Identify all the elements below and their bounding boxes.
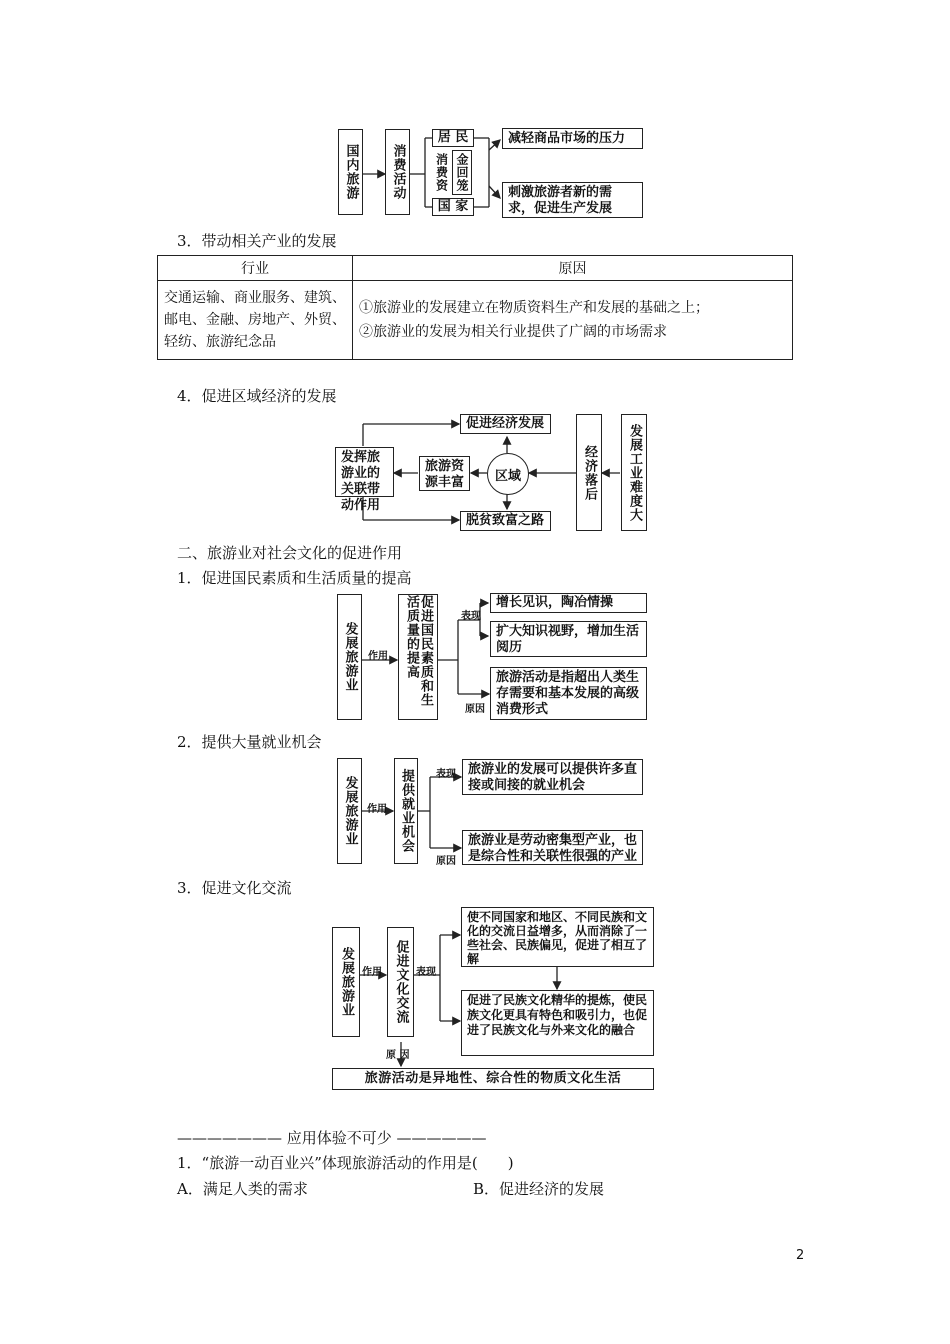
recall-box: 金回笼 — [452, 150, 472, 195]
s23-role-label: 作用 — [362, 967, 382, 978]
region-circle: 区域 — [487, 453, 529, 495]
promote-economy-box: 促进经济发展 — [460, 414, 551, 434]
option-a[interactable]: A．满足人类的需求 — [177, 1180, 308, 1198]
s21-dev-box: 发展旅游业 — [337, 594, 362, 720]
s22-heading: 2．提供大量就业机会 — [177, 733, 322, 751]
s23-target-box: 促进文化交流 — [387, 927, 414, 1037]
industry-difficulty-box: 发展工业难度大 — [621, 414, 647, 531]
section4-heading: 4．促进区域经济的发展 — [177, 387, 337, 405]
s23-show-label: 表现 — [416, 967, 436, 978]
domestic-tourism-box: 国内旅游 — [338, 129, 363, 215]
section3-heading: 3．带动相关产业的发展 — [177, 232, 337, 250]
col-reason: 原因 — [353, 256, 793, 281]
s21-reason-label: 原因 — [465, 704, 485, 715]
s21-item2-box: 扩大知识视野，增加生活阅历 — [490, 621, 647, 657]
option-b[interactable]: B．促进经济的发展 — [473, 1180, 605, 1198]
consumption-box: 消费活动 — [385, 129, 410, 215]
backward-economy-box: 经济落后 — [576, 414, 602, 531]
s21-item3-box: 旅游活动是指超出人类生存需要和基本发展的高级消费形式 — [490, 667, 647, 720]
s23-item2-box: 促进了民族文化精华的提炼，使民族文化更具有特色和吸引力，也促进了民族文化与外来文化的融合 — [461, 990, 654, 1056]
s21-target-box: 促进国民素质和生活质量的提高 — [398, 594, 438, 720]
s21-heading: 1．促进国民素质和生活质量的提高 — [177, 569, 412, 587]
s23-heading: 3．促进文化交流 — [177, 879, 292, 897]
s22-role-label: 作用 — [367, 804, 387, 815]
s23-item1-box: 使不同国家和地区、不同民族和文化的交流日益增多，从而消除了一些社会、民族偏见，促进了相互了解 — [461, 907, 654, 967]
poverty-box: 脱贫致富之路 — [460, 511, 551, 531]
s21-item1-box: 增长见识，陶冶情操 — [490, 593, 647, 613]
col-industry: 行业 — [158, 256, 353, 281]
effect-stimulate-demand: 刺激旅游者新的需求，促进生产发展 — [502, 182, 643, 218]
s22-target-box: 提供就业机会 — [394, 758, 418, 864]
s23-reason-label: 原 因 — [386, 1050, 410, 1061]
s22-item2-box: 旅游业是劳动密集型产业，也是综合性和关联性很强的产业 — [462, 830, 643, 865]
linkage-box: 发挥旅游业的关联带动作用 — [335, 447, 394, 497]
effect-market-pressure: 减轻商品市场的压力 — [502, 128, 643, 149]
s22-show-label: 表现 — [436, 769, 456, 780]
industry-table — [157, 255, 793, 360]
reason-1: ①旅游业的发展建立在物质资料生产和发展的基础之上； — [359, 300, 709, 316]
resources-box: 旅游资源丰富 — [419, 456, 470, 491]
s22-item1-box: 旅游业的发展可以提供许多直接或间接的就业机会 — [462, 759, 643, 795]
state-box: 国 家 — [432, 198, 474, 216]
resident-box: 居 民 — [432, 129, 474, 147]
s23-dev-box: 发展旅游业 — [332, 927, 360, 1037]
reasons-cell — [353, 281, 793, 360]
reason-2: ②旅游业的发展为相关行业提供了广阔的市场需求 — [359, 324, 667, 340]
spend-label: 消费资 — [434, 153, 449, 192]
s21-show-label: 表现 — [461, 611, 481, 622]
s22-reason-label: 原因 — [436, 856, 456, 867]
page-number: 2 — [796, 1248, 805, 1263]
s21-role-label: 作用 — [368, 651, 388, 662]
industries-cell: 交通运输、商业服务、建筑、邮电、金融、房地产、外贸、轻纺、旅游纪念品 — [158, 281, 353, 360]
s23-bottom-box: 旅游活动是异地性、综合性的物质文化生活 — [332, 1068, 654, 1090]
question-1: 1．“旅游一动百业兴”体现旅游活动的作用是( ) — [177, 1154, 514, 1172]
practice-banner: ——————— 应用体验不可少 —————— — [177, 1129, 487, 1147]
s22-dev-box: 发展旅游业 — [337, 758, 362, 864]
part2-heading: 二、旅游业对社会文化的促进作用 — [177, 544, 403, 562]
